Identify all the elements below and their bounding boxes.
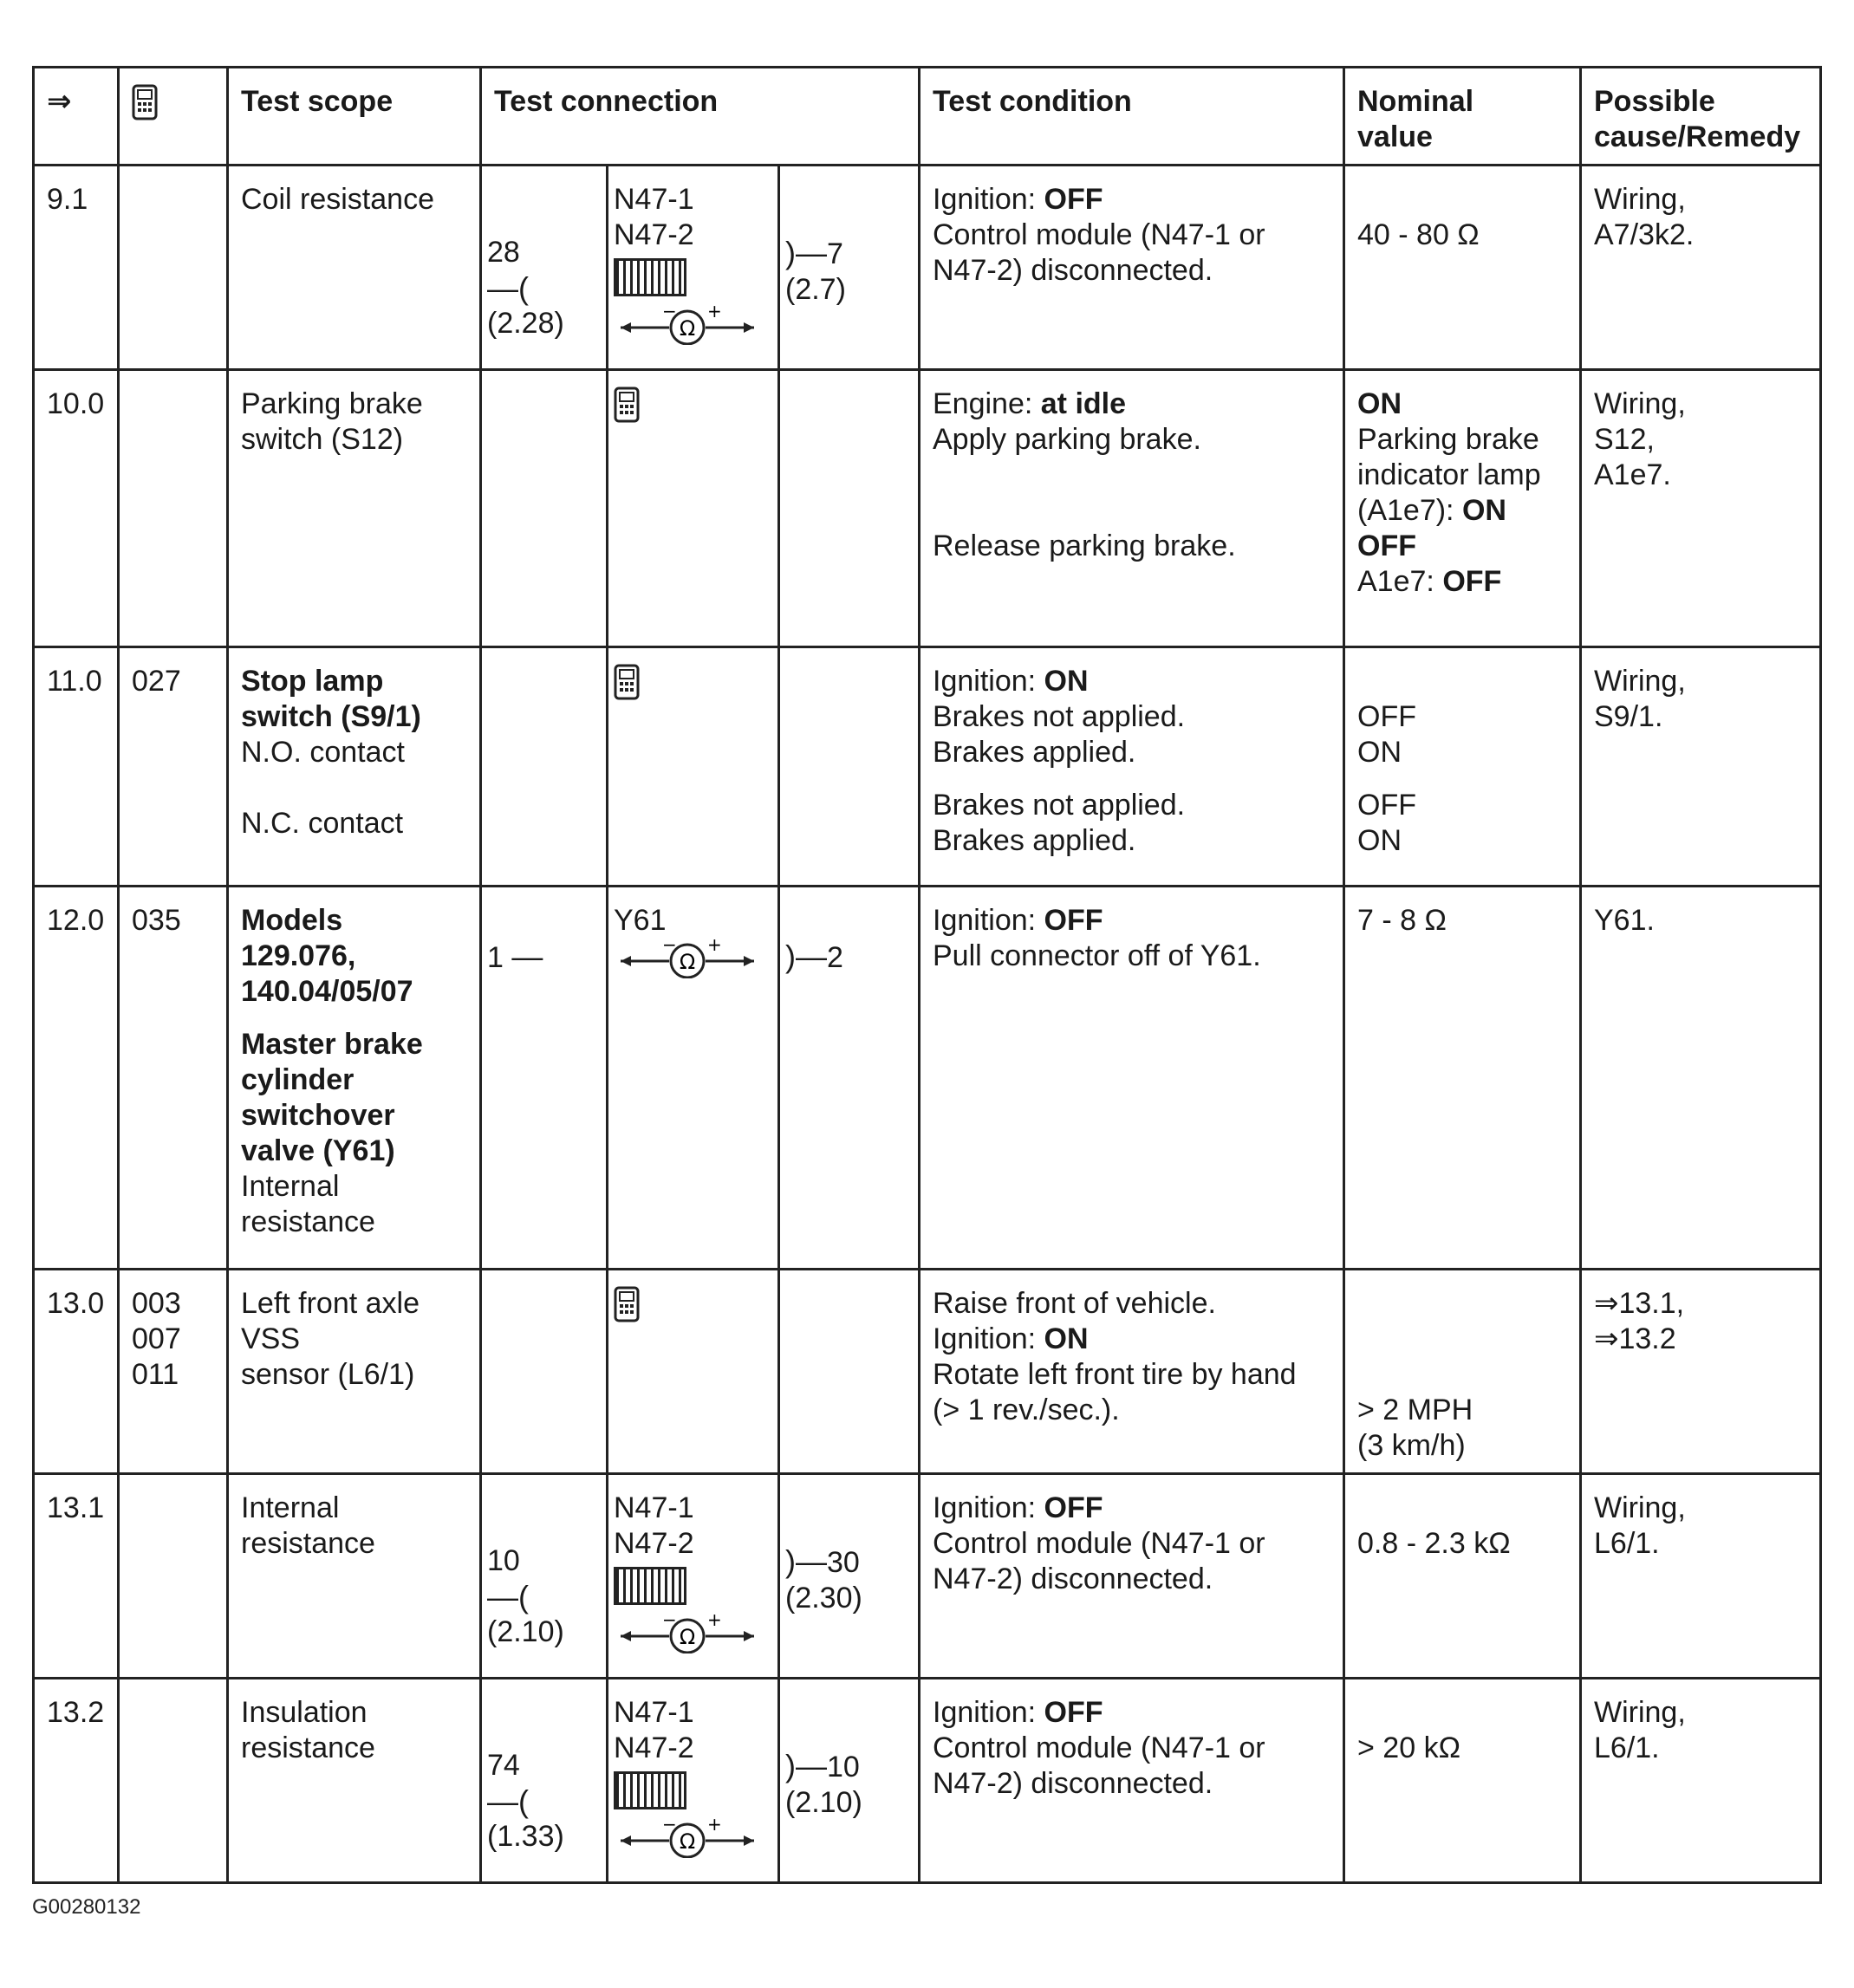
table-row (34, 166, 1821, 370)
cause-remedy: Y61. (1581, 887, 1821, 1270)
nominal-value: > 2 MPH (3 km/h) (1344, 1270, 1581, 1474)
code-cell (119, 1679, 228, 1883)
step-number: 13.2 (34, 1679, 119, 1883)
pin-right: )—2 (779, 887, 920, 1270)
test-scope: Parking brake switch (S12) (228, 370, 481, 647)
nominal-value: 7 - 8 Ω (1344, 887, 1581, 1270)
figure-code: G00280132 (32, 1895, 141, 1919)
cause-remedy-header: Possible cause/Remedy (1581, 68, 1821, 166)
pin-left: 1 — (481, 887, 608, 1270)
plug-icon: )— (785, 235, 827, 270)
test-condition: Ignition: ON Brakes not applied. Brakes applied. Brakes not applied. Brakes applied. (920, 647, 1344, 887)
ohmmeter-icon (614, 1818, 761, 1858)
plug-icon: )— (785, 1543, 827, 1579)
svg-text:+: + (707, 1614, 722, 1630)
code-cell (119, 166, 228, 370)
module-ohmmeter: N47-1 N47-2 Ω − + (608, 166, 779, 370)
test-scope: Stop lamp switch (S9/1) N.O. contact N.C. contact (228, 647, 481, 887)
ohmmeter-icon (614, 305, 761, 345)
step-number: 12.0 (34, 887, 119, 1270)
test-condition: Ignition: OFF Control module (N47-1 or N47-2) disconnected. (920, 1679, 1344, 1883)
plug-icon: )— (785, 939, 827, 974)
test-procedure-table (32, 66, 1822, 1884)
step-number: 13.1 (34, 1474, 119, 1679)
nominal-value: > 20 kΩ (1344, 1679, 1581, 1883)
control-module-connector-icon (614, 1771, 686, 1809)
svg-text:−: − (662, 939, 677, 955)
cause-remedy: Wiring, S12, A1e7. (1581, 370, 1821, 647)
plug-icon: )— (785, 1748, 827, 1783)
table-row (34, 1270, 1821, 1474)
test-scope: Left front axle VSS sensor (L6/1) (228, 1270, 481, 1474)
pin-right: )—30 (2.30) (779, 1474, 920, 1679)
step-number: 13.0 (34, 1270, 119, 1474)
pin-right: )—10 (2.10) (779, 1679, 920, 1883)
test-condition: Ignition: OFF Control module (N47-1 or N47-2) disconnected. (920, 166, 1344, 370)
table-row (34, 370, 1821, 647)
header-row (34, 68, 1821, 166)
pin-right: )—7 (2.7) (779, 166, 920, 370)
test-condition: Engine: at idle Apply parking brake. Release parking brake. (920, 370, 1344, 647)
code-cell: 035 (119, 887, 228, 1270)
test-connection-header: Test connection (481, 68, 920, 166)
table-row (34, 1679, 1821, 1883)
diagnostic-tester-icon (614, 1286, 640, 1322)
svg-text:+: + (707, 1818, 722, 1835)
test-scope: Internal resistance (228, 1474, 481, 1679)
control-module-connector-icon (614, 258, 686, 296)
diagnostic-tester-icon (614, 664, 640, 700)
test-scope: Models 129.076, 140.04/05/07 Master brake cylinder switchover valve (Y61) Internal resistance (228, 887, 481, 1270)
cause-remedy: ⇒13.1, ⇒13.2 (1581, 1270, 1821, 1474)
probe-icon: — (511, 939, 543, 974)
step-number: 10.0 (34, 370, 119, 647)
svg-text:Ω: Ω (679, 1829, 696, 1854)
pin-left: 10 —( (2.10) (481, 1474, 608, 1679)
code-cell (119, 1474, 228, 1679)
control-module-connector-icon (614, 1567, 686, 1605)
module-ohmmeter: Y61 Ω − + (608, 887, 779, 1270)
test-scope-header: Test scope (228, 68, 481, 166)
test-condition-header: Test condition (920, 68, 1344, 166)
code-cell: 027 (119, 647, 228, 887)
pin-left: 74 —( (1.33) (481, 1679, 608, 1883)
step-number: 11.0 (34, 647, 119, 887)
test-condition: Raise front of vehicle. Ignition: ON Rotate left front tire by hand (> 1 rev./sec.). (920, 1270, 1344, 1474)
nominal-value-header: Nominal value (1344, 68, 1581, 166)
cause-remedy: Wiring, L6/1. (1581, 1679, 1821, 1883)
svg-text:Ω: Ω (679, 316, 696, 341)
table-row (34, 647, 1821, 887)
cause-remedy: Wiring, L6/1. (1581, 1474, 1821, 1679)
svg-text:Ω: Ω (679, 1625, 696, 1649)
svg-text:Ω: Ω (679, 950, 696, 974)
diagnostic-tester-icon (132, 84, 158, 120)
nominal-value: 0.8 - 2.3 kΩ (1344, 1474, 1581, 1679)
svg-text:+: + (707, 939, 722, 955)
cause-remedy: Wiring, S9/1. (1581, 647, 1821, 887)
table-row (34, 1474, 1821, 1679)
diagnostic-tester-icon (614, 387, 640, 423)
test-scope: Coil resistance (228, 166, 481, 370)
pin-left: 28 —( (2.28) (481, 166, 608, 370)
module-ohmmeter: N47-1 N47-2 Ω − + (608, 1474, 779, 1679)
test-condition: Ignition: OFF Control module (N47-1 or N47-2) disconnected. (920, 1474, 1344, 1679)
svg-text:+: + (707, 305, 722, 322)
svg-text:−: − (662, 1818, 677, 1835)
step-arrow-header: ⇒ (34, 68, 119, 166)
svg-text:−: − (662, 305, 677, 322)
tester-header (119, 68, 228, 166)
table-row (34, 887, 1821, 1270)
socket-icon: —( (487, 1783, 529, 1819)
socket-icon: —( (487, 1579, 529, 1614)
module-ohmmeter: N47-1 N47-2 Ω − + (608, 1679, 779, 1883)
test-scope: Insulation resistance (228, 1679, 481, 1883)
nominal-value: 40 - 80 Ω (1344, 166, 1581, 370)
step-number: 9.1 (34, 166, 119, 370)
code-cell (119, 370, 228, 647)
cause-remedy: Wiring, A7/3k2. (1581, 166, 1821, 370)
nominal-value: ON Parking brake indicator lamp (A1e7): ON OFF A1e7: OFF (1344, 370, 1581, 647)
ohmmeter-icon (614, 1614, 761, 1653)
test-condition: Ignition: OFF Pull connector off of Y61. (920, 887, 1344, 1270)
nominal-value: OFF ON OFF ON (1344, 647, 1581, 887)
code-cell: 003 007 011 (119, 1270, 228, 1474)
ohmmeter-icon (614, 939, 761, 978)
svg-text:−: − (662, 1614, 677, 1630)
socket-icon: —( (487, 270, 529, 306)
